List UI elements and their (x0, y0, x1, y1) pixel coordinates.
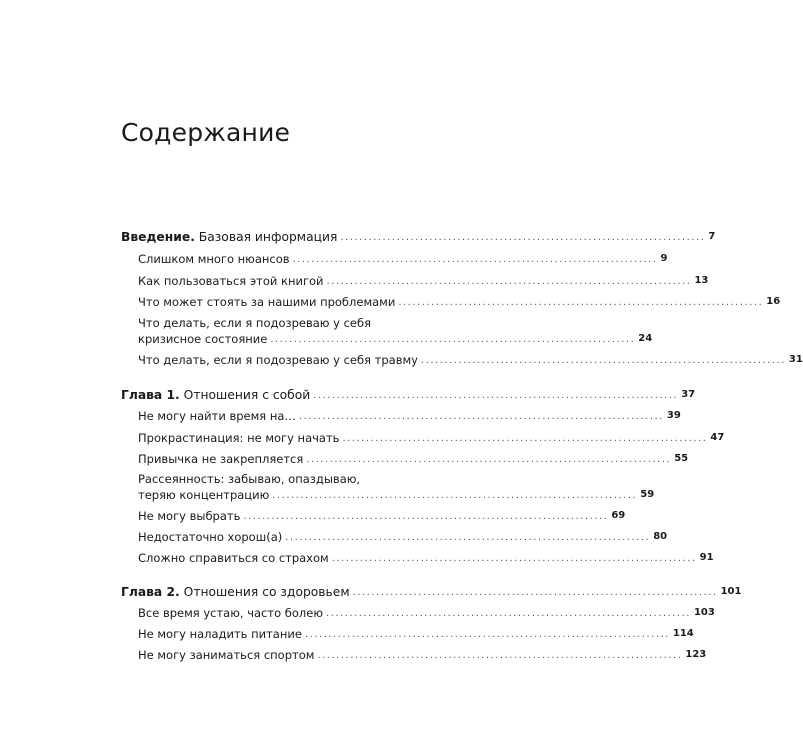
page-number: 55 (674, 453, 689, 464)
page-number: 39 (666, 410, 681, 421)
toc-item-label: Как пользоваться этой книгой (138, 274, 324, 288)
page-number: 80 (653, 531, 668, 542)
toc-heading: Глава 1. Отношения с собой (121, 388, 311, 402)
page-number: 103 (693, 607, 715, 618)
page-number: 114 (672, 628, 694, 639)
toc-item-label: Не могу найти время на… (138, 409, 296, 423)
dot-leader: .............................................................................. (243, 511, 609, 522)
page-number: 101 (720, 586, 742, 597)
dot-leader: .............................................................................. (398, 297, 764, 308)
toc-item[interactable] (138, 551, 714, 565)
toc-heading: Введение. Базовая информация (121, 230, 338, 244)
toc-item-label: Слишком много нюансов (138, 252, 290, 266)
toc-item-label: Что может стоять за нашими проблемами (138, 295, 396, 309)
page-title: Содержание (121, 118, 291, 147)
toc-item[interactable] (138, 295, 781, 309)
dot-leader: .............................................................................. (298, 411, 664, 422)
toc-item-label: Что делать, если я подозреваю у себя травму (138, 353, 418, 367)
page-number: 31 (788, 354, 803, 365)
toc-item-label-line1: Что делать, если я подозреваю у себя (138, 316, 371, 330)
toc-item[interactable] (138, 509, 626, 523)
toc-item[interactable] (138, 332, 653, 346)
page-number: 7 (708, 231, 716, 242)
dot-leader: .............................................................................. (313, 390, 679, 401)
toc-heading: Глава 2. Отношения со здоровьем (121, 585, 350, 599)
toc-item[interactable] (138, 353, 803, 367)
dot-leader: .............................................................................. (420, 355, 786, 366)
toc-item[interactable] (138, 274, 709, 288)
toc-item[interactable] (138, 648, 707, 662)
toc-item-label: Не могу выбрать (138, 509, 241, 523)
dot-leader: .............................................................................. (342, 433, 708, 444)
toc-item-label: Все время устаю, часто болею (138, 606, 323, 620)
dot-leader: .............................................................................. (292, 254, 658, 265)
dot-leader: .............................................................................. (331, 553, 697, 564)
toc-section-intro[interactable] (121, 230, 716, 244)
toc-item-label: кризисное состояние (138, 332, 268, 346)
dot-leader: .............................................................................. (340, 232, 706, 243)
dot-leader: .............................................................................. (317, 650, 683, 661)
toc-item[interactable] (138, 606, 715, 620)
page-number: 123 (685, 649, 707, 660)
toc-item-label: Прокрастинация: не могу начать (138, 431, 340, 445)
dot-leader: .............................................................................. (326, 608, 691, 619)
toc-section-chapter-2[interactable] (121, 585, 742, 599)
dot-leader: .............................................................................. (270, 334, 636, 345)
dot-leader: .............................................................................. (326, 276, 692, 287)
toc-item[interactable] (138, 409, 681, 423)
toc-item[interactable] (138, 488, 655, 502)
page-number: 59 (640, 489, 655, 500)
toc-item-label-line1: Рассеянность: забываю, опаздываю, (138, 472, 361, 486)
toc-item[interactable] (138, 431, 725, 445)
dot-leader: .............................................................................. (272, 490, 638, 501)
dot-leader: .............................................................................. (285, 532, 651, 543)
toc-item-label: Сложно справиться со страхом (138, 551, 329, 565)
toc-item[interactable] (138, 452, 689, 466)
toc-section-chapter-1[interactable] (121, 388, 696, 402)
dot-leader: .............................................................................. (304, 629, 670, 640)
toc-item[interactable] (138, 530, 668, 544)
page-number: 13 (694, 275, 709, 286)
page-number: 47 (710, 432, 725, 443)
dot-leader: .............................................................................. (306, 454, 672, 465)
toc-item-label: Недостаточно хорош(а) (138, 530, 283, 544)
page-number: 24 (638, 333, 653, 344)
toc-item[interactable] (138, 252, 668, 266)
toc-item-label: Привычка не закрепляется (138, 452, 304, 466)
page-number: 91 (699, 552, 714, 563)
dot-leader: .............................................................................. (352, 587, 718, 598)
toc-item-label: теряю концентрацию (138, 488, 270, 502)
toc-item-label: Не могу наладить питание (138, 627, 302, 641)
page-number: 16 (766, 296, 781, 307)
page-number: 69 (611, 510, 626, 521)
page-number: 37 (681, 389, 696, 400)
toc-item[interactable] (138, 627, 694, 641)
page-number: 9 (660, 253, 668, 264)
toc-item-label: Не могу заниматься спортом (138, 648, 315, 662)
